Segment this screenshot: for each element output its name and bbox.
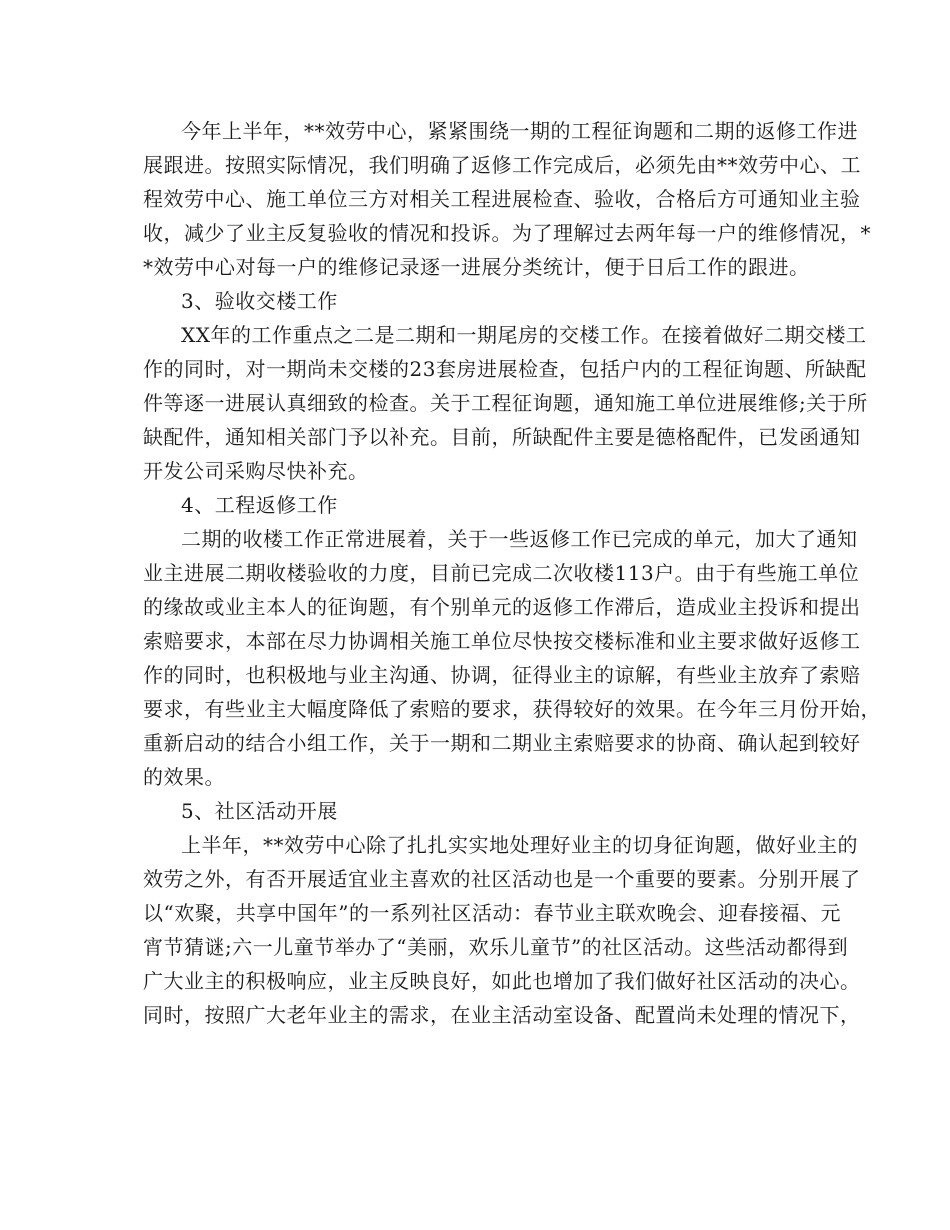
text-line: 4、工程返修工作	[181, 493, 338, 517]
text-line: 重新启动的结合小组工作，关于一期和二期业主索赔要求的协商、确认起到较好	[143, 731, 861, 755]
text-line: 索赔要求，本部在尽力协调相关施工单位尽快按交楼标准和业主要求做好返修工	[143, 629, 861, 653]
document-body	[143, 114, 881, 1032]
text-line: 效劳之外，有否开展适宜业主喜欢的社区活动也是一个重要的要素。分别开展了	[143, 867, 861, 891]
text-line: 5、社区活动开展	[181, 799, 338, 823]
text-line: 上半年，**效劳中心除了扎扎实实地处理好业主的切身征询题，做好业主的	[181, 833, 858, 857]
text-line: 件等逐一进展认真细致的检查。关于工程征询题，通知施工单位进展维修;关于所	[143, 391, 868, 415]
text-line: 作的同时，对一期尚未交楼的23套房进展检查，包括户内的工程征询题、所缺配	[143, 357, 867, 381]
text-line: 业主进展二期收楼验收的力度，目前已完成二次收楼113户。由于有些施工单位	[143, 561, 860, 585]
text-line: 开发公司采购尽快补充。	[143, 459, 369, 483]
text-line: 程效劳中心、施工单位三方对相关工程进展检查、验收，合格后方可通知业主验	[143, 187, 861, 211]
text-line: XX年的工作重点之二是二期和一期尾房的交楼工作。在接着做好二期交楼工	[181, 323, 867, 347]
text-line: 宵节猜谜;六一儿童节举办了“美丽，欢乐儿童节”的社区活动。这些活动都得到	[143, 935, 849, 959]
text-line: 作的同时，也积极地与业主沟通、协调，征得业主的谅解，有些业主放弃了索赔	[143, 663, 861, 687]
text-line: 今年上半年，**效劳中心，紧紧围绕一期的工程征询题和二期的返修工作进	[181, 119, 858, 143]
text-line: *效劳中心对每一户的维修记录逐一进展分类统计，便于日后工作的跟进。	[143, 255, 810, 279]
text-line: 缺配件，通知相关部门予以补充。目前，所缺配件主要是德格配件，已发函通知	[143, 425, 861, 449]
text-line: 广大业主的积极响应，业主反映良好，如此也增加了我们做好社区活动的决心。	[143, 969, 861, 993]
text-line: 同时，按照广大老年业主的需求，在业主活动室设备、配置尚未处理的情况下，	[143, 1003, 861, 1027]
text-line: 展跟进。按照实际情况，我们明确了返修工作完成后，必须先由**效劳中心、工	[143, 153, 861, 177]
text-line: 的效果。	[143, 765, 225, 789]
text-line: 收，减少了业主反复验收的情况和投诉。为了理解过去两年每一户的维修情况，*	[143, 221, 871, 245]
text-line: 要求，有些业主大幅度降低了索赔的要求，获得较好的效果。在今年三月份开始，	[143, 697, 881, 721]
text-line: 二期的收楼工作正常进展着，关于一些返修工作已完成的单元，加大了通知	[181, 527, 858, 551]
text-line: 3、验收交楼工作	[181, 289, 338, 313]
text-line: 以“欢聚，共享中国年”的一系列社区活动：春节业主联欢晚会、迎春接福、元	[143, 901, 841, 925]
text-line: 的缘故或业主本人的征询题，有个别单元的返修工作滞后，造成业主投诉和提出	[143, 595, 861, 619]
